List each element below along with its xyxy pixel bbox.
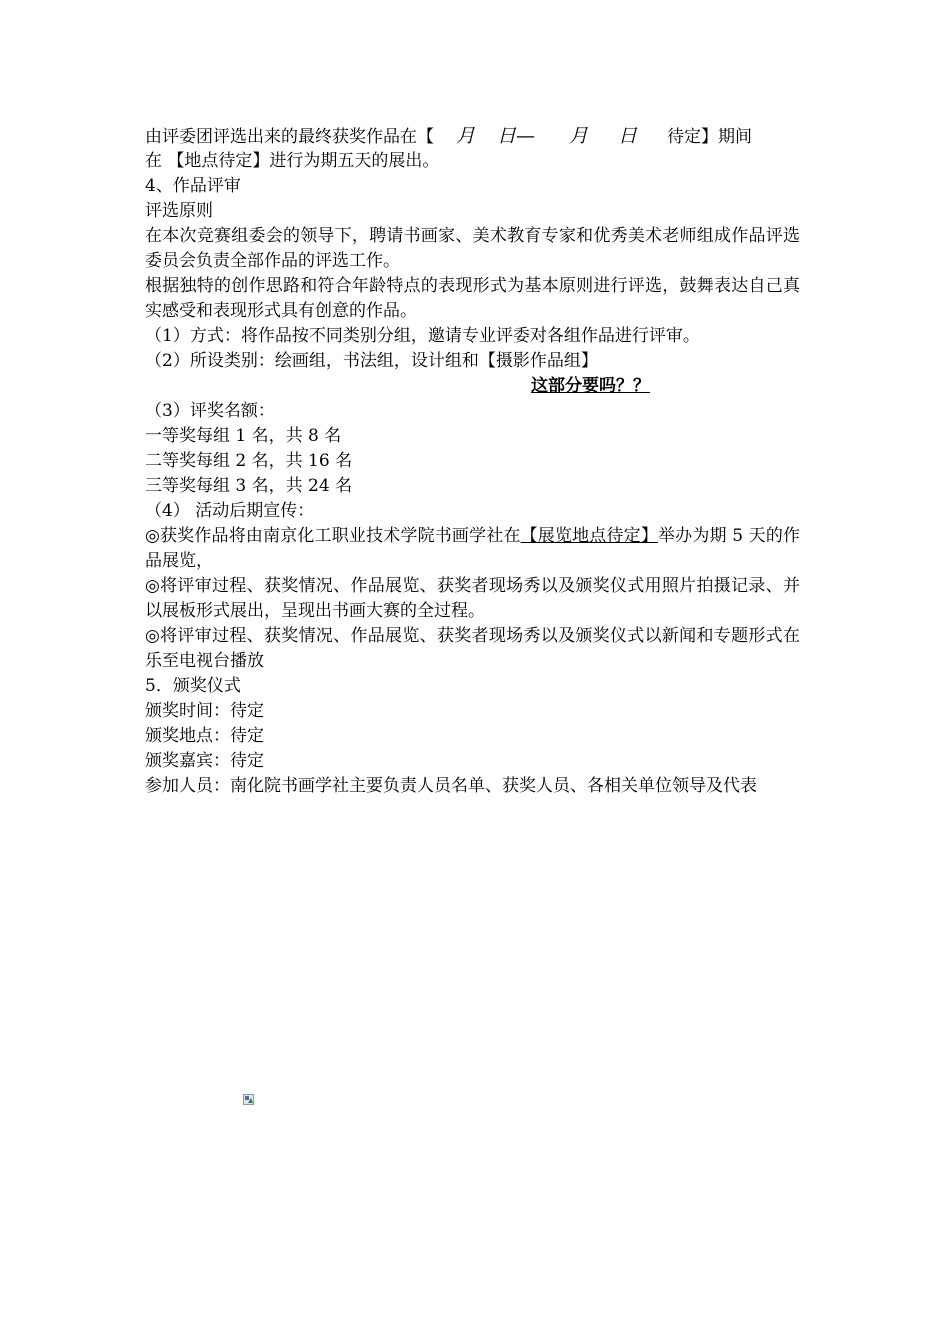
prize-third: 三等奖每组 3 名，共 24 名: [145, 476, 353, 496]
principle-title: 评选原则: [145, 201, 213, 221]
promo-exhibition-post: 举办为期 5 天的作品展览，: [145, 526, 800, 571]
item-method: （1）方式：将作品按不同类别分组，邀请专业评委对各组作品进行评审。: [145, 326, 700, 346]
exhibition-suffix: 待定】期间: [667, 127, 753, 147]
day-2: 日: [618, 125, 638, 147]
day-1: 日—: [497, 125, 536, 147]
award-place: 颁奖地点：待定: [145, 726, 264, 746]
exhibition-location-placeholder: 【展览地点待定】: [520, 526, 658, 546]
section-4-title: 4、作品评审: [145, 176, 241, 196]
participants: 参加人员：南化院书画学社主要负责人员名单、获奖人员、各相关单位领导及代表: [145, 776, 757, 796]
promo-exhibition: [145, 524, 800, 574]
award-time: 颁奖时间：待定: [145, 701, 264, 721]
document-body: [145, 124, 800, 799]
paragraph-committee: 在本次竞赛组委会的领导下，聘请书画家、美术教育专家和优秀美术老师组成作品评选委员会负责全部作品的评选工作。: [145, 226, 800, 271]
review-note: 这部分要吗？？: [531, 376, 650, 396]
item-categories: （2）所设类别：绘画组，书法组，设计组和【摄影作品组】: [145, 351, 598, 371]
section-5-title: 5．颁奖仪式: [145, 676, 241, 696]
exhibition-prefix: 由评委团评选出来的最终获奖作品在【: [145, 127, 434, 147]
promo-exhibition-pre: ◎获奖作品将由南京化工职业技术学院书画学社在: [145, 526, 521, 546]
promo-tv-broadcast: ◎将评审过程、获奖情况、作品展览、获奖者现场秀以及颁奖仪式以新闻和专题形式在乐至电视台播放: [145, 626, 800, 671]
broken-image-icon: [243, 1094, 254, 1105]
prize-second: 二等奖每组 2 名，共 16 名: [145, 451, 353, 471]
item-promotion: （4） 活动后期宣传：: [145, 501, 315, 521]
exhibition-location-line: 在 【地点待定】进行为期五天的展出。: [145, 151, 440, 171]
month-1: 月: [456, 125, 476, 147]
promo-photo-record: ◎将评审过程、获奖情况、作品展览、获奖者现场秀以及颁奖仪式用照片拍摄记录、并以展板形式展出，呈现出书画大赛的全过程。: [145, 576, 800, 621]
item-quota: （3）评奖名额：: [145, 401, 275, 421]
award-guest: 颁奖嘉宾：待定: [145, 751, 264, 771]
paragraph-criteria: 根据独特的创作思路和符合年龄特点的表现形式为基本原则进行评选，鼓舞表达自己真实感受和表现形式具有创意的作品。: [145, 276, 800, 321]
prize-first: 一等奖每组 1 名，共 8 名: [145, 426, 342, 446]
exhibition-date-line: [145, 124, 800, 149]
month-2: 月: [569, 125, 589, 147]
